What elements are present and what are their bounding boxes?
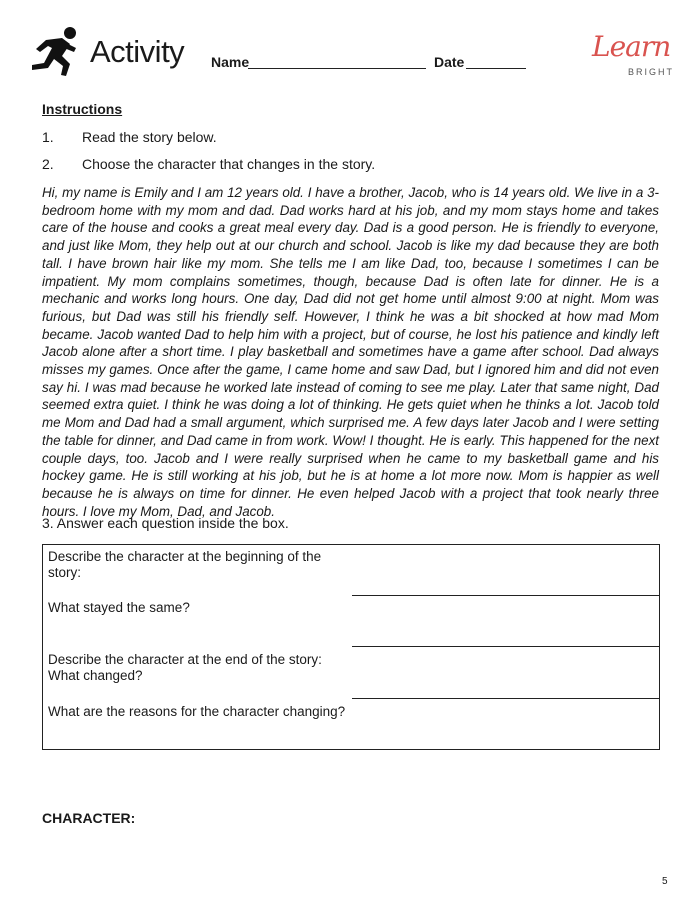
story-paragraph: Hi, my name is Emily and I am 12 years old. I have a brother, Jacob, who is 14 years old. We live in a 3-bedroom home with my mom and dad. Dad works hard at his job, and my mom stays home and takes care of the house and cooks a great meal every day. Dad is a good person. He is friendly to everyone, and just like Mom, they help out at our church and school. Jacob is like my dad because they are both tall. I have brown hair like my mom. She tells me I am like Dad, too, because I sometimes I can be impatient. My mom complains sometimes, though, because Dad is often late for dinner. He is a mechanic and works long hours. One day, Dad did not get home until almost 9:00 at night. Mom was furious, but Dad was still his friendly self. However, I think he was a bit shocked at how mad Mom became. Jacob wanted Dad to help him with a project, but of course, he lost his patience and kindly left Jacob alone after a short time. I play basketball and sometimes have a game after school. Dad always misses my games. Once after the game, I came home and saw Dad, but I ignored him and did not even say hi. I was mad because he worked late instead of coming to see me play. Later that same night, Dad seemed extra quiet. I think he was doing a lot of thinking. He gets quiet when he thinks a lot. Jacob told me Mom and Dad had a small argument, which surprised me. A few days later Jacob and I were setting the table for dinner, and Dad came in from work. Wow! I thought. He is early. This happened for the next couple days, too. Jacob and I were really surprised when he came to my basketball game and his hockey game. He is still working at his job, but he is at home a lot more now. Mom is happier as well because he is always on time for dinner. He even helped Jacob with a project that took nearly three hours. I love my Mom, Dad, and Jacob. bbox=[42, 185, 659, 519]
answer-line[interactable] bbox=[352, 698, 659, 699]
answer-line[interactable] bbox=[352, 646, 659, 647]
worksheet-header bbox=[0, 0, 700, 100]
step-text: Read the story below. bbox=[82, 129, 217, 145]
instruction-step bbox=[42, 129, 217, 145]
logo-subtext: BRIGHT bbox=[628, 67, 675, 77]
date-label: Date bbox=[434, 54, 465, 70]
question-changed: What changed? bbox=[48, 668, 143, 683]
character-label: CHARACTER: bbox=[42, 810, 136, 826]
answer-box bbox=[42, 544, 660, 750]
instructions-heading: Instructions bbox=[42, 101, 123, 117]
question-section-label: 3. Answer each question inside the box. bbox=[42, 515, 289, 531]
step-text: Choose the character that changes in the story. bbox=[82, 156, 376, 172]
running-person-icon bbox=[26, 26, 84, 78]
step-number: 1. bbox=[42, 129, 54, 145]
date-field-line[interactable] bbox=[466, 68, 526, 69]
step-number: 2. bbox=[42, 156, 54, 172]
activity-title: Activity bbox=[90, 34, 185, 69]
question-same: What stayed the same? bbox=[48, 600, 190, 615]
learn-bright-logo bbox=[592, 30, 678, 80]
answer-line[interactable] bbox=[352, 595, 659, 596]
question-reasons: What are the reasons for the character changing? bbox=[48, 704, 346, 719]
name-field-line[interactable] bbox=[248, 68, 426, 69]
question-end: Describe the character at the end of the story: bbox=[48, 652, 322, 667]
instruction-step bbox=[42, 156, 375, 172]
question-beginning: Describe the character at the beginning of the story: bbox=[48, 549, 322, 580]
logo-wordmark: Learn bbox=[592, 30, 671, 63]
page-number: 5 bbox=[662, 876, 668, 887]
name-label: Name bbox=[211, 54, 250, 70]
